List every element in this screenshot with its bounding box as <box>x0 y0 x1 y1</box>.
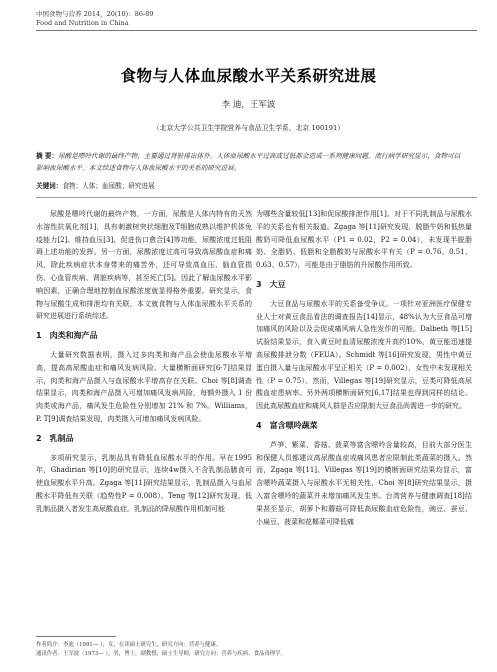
keywords-text: 食物；人体；血尿酸；研究进展 <box>62 182 155 190</box>
section-number: 4 <box>256 420 262 430</box>
keywords-label: 关键词： <box>36 182 63 190</box>
section-title: 肉类和海产品 <box>49 331 98 341</box>
journal-name-en: Food and Nutrition in China <box>36 19 129 27</box>
dairy-continuation-paragraph: 为哪些含量较低[13]和促尿酸排泄作用[1]。对于不同乳制品与尿酸水平的关系也有相关报道。Zgaga 等[11]研究发现，脱脂牛奶和低热量酸奶可降低血尿酸水平（P1 = 0.02，P2 = 0.04），未发现半脱脂奶、全脂奶、低脂和全脂酸奶与尿酸水平有关（P = 0.76、0.51、0.63、0.57），可能是由于脂肪的升尿酸作用所致。 <box>256 210 472 270</box>
journal-header <box>36 10 153 28</box>
footnote-author-bio: 作者简介：李迪（1991— ），女，在读硕士研究生，研究方向：营养与健康。 <box>36 642 222 648</box>
section-heading-purine-vegetables <box>256 420 472 433</box>
footnote-divider <box>36 636 116 637</box>
right-column <box>256 208 472 528</box>
affiliation: （北京大学公共卫生学院营养与食品卫生学系，北京 100191） <box>152 124 345 132</box>
section-heading-meat <box>36 330 252 343</box>
footnote <box>36 641 466 658</box>
authors: 李 迪，王军波 <box>221 100 276 110</box>
intro-paragraph: 尿酸是嘌呤代谢的最终产物，一方面，尿酸是人体内特有的天然水溶性抗氧化剂[1]，具有刺激树突状细胞及T细胞成熟以维护机体免疫能力[2]、维持血压[3]、促进伤口愈合[4]等功能，尿酸浓度过低阻碍上述功能的发挥。另一方面，尿酸浓度过高可导致高尿酸血症和痛风，除此疾病症状本身带来的痛苦外，还可导致高血压、脑血管损伤、心血管疾病、肾脏疾病等，甚至死亡[5]。因此了解血尿酸水平影响因素，正确合理地控制血尿酸浓度就显得格外重要。研究显示，食物与尿酸生成和排泄均有关联，本文就食物与人体血尿酸水平关系的研究进展进行系统综述。 <box>36 210 252 321</box>
section-title: 富含嘌呤蔬菜 <box>269 420 318 430</box>
abstract <box>36 150 466 174</box>
section-number: 2 <box>36 433 42 443</box>
article-title: 食物与人体血尿酸水平关系研究进展 <box>120 67 377 85</box>
section-heading-dairy <box>36 433 252 446</box>
section-number: 3 <box>256 279 262 289</box>
footnote-corresponding-author: 通讯作者：王军波（1973— ），男，博士，副教授，硕士生导师，研究方向：营养与疾病、食品毒理学。 <box>36 650 286 657</box>
abstract-label: 摘 要： <box>36 152 59 160</box>
left-column <box>36 208 252 516</box>
journal-citation: 中国食物与营养 2014，20(10)：86-89 <box>36 10 154 18</box>
section-paragraph-purine-vegetables: 芦笋、紫菜、香菇、菠菜等富含嘌呤含量较高，目前大部分医生和保健人员都建议高尿酸血症或痛风患者应限制此类蔬菜的摄入。然而，Zgaga 等[11]、Villegas 等[19]的横断面研究结果均显示，富含嘌呤蔬菜摄入与尿酸水平无相关性，Choi 等[8]研究结果显示，摄入富含嘌呤的蔬菜并未增加痛风发生率。台湾营养与健康调查[18]结果甚至显示，胡萝卜和蘑菇可降低高尿酸血症危险性，豌豆、蚕豆、小扁豆、菠菜和花椰菜可降低痛 <box>256 440 472 526</box>
abstract-text: 尿酸是嘌呤代谢的最终产物，主要通过肾脏排出体外。人体血尿酸水平过高或过低都会造成一系列健康问题。流行病学研究显示，食物可以影响血尿酸水平。本文综述食物与人体血尿酸水平的关系的研究进展。 <box>36 152 461 172</box>
section-paragraph-meat: 大量研究数据表明，摄入过多肉类和海产品会使血尿酸水平增高，提高高尿酸血症和痛风发病风险。大量横断面研究[6-7]结果显示，肉类和海产品摄入与血尿酸水平增高存在关联。Choi 等[8]调查结果显示，肉类和海产品摄入可增加痛风发病风险，每额外摄入 1 份肉类或海产品，痛风发生危险性分别增加 21% 和 7%。Williams，P. T[9]调查结果发现，肉类摄入可增加痛风发病风险。 <box>36 350 252 423</box>
abstract-divider <box>36 197 477 198</box>
section-number: 1 <box>36 331 42 341</box>
section-paragraph-dairy: 多项研究显示，乳制品具有降低血尿酸水平的作用。早在1995年，Ghadirian 等[10]的研究显示，连续4w摄入不含乳制品膳食可使血尿酸水平升高。Zgaga 等[11]研究结果显示，乳制品摄入与血尿酸水平降低有关联（趋势性P = 0.008）。Teng 等[12]研究发现，低乳制品摄入者发生高尿酸血症。乳制品的降尿酸作用机制可能 <box>36 453 252 513</box>
section-heading-soy <box>256 279 472 292</box>
section-paragraph-soy: 大豆食品与尿酸水平的关系备受争议。一项针对亚洲医疗保健专业人士对黄豆食品看法的调查报告[14]显示，48%认为大豆食品可增加痛风的风险以及会促成痛风病人急性发作的可能。Dalbeth 等[15]试验结果显示，食入黄豆时血清尿酸浓度升高约10%，黄豆能迅速提高尿酸排泄分数（FEUA）。Schmidt 等[16]研究发现，男性中黄豆蛋白摄入量与血尿酸水平呈正相关（P = 0.002），女性中未发现相关性（P = 0.75）。然而，Villegas 等[19]研究显示，豆类可降低高尿酸血症患病率。另外两项横断面研究[6,17]结果也得到同样的结论。因此高尿酸血症和痛风人群是否应限制大豆食品尚需进一步的研究。 <box>256 299 472 411</box>
header-divider <box>36 30 477 31</box>
keywords <box>36 180 466 192</box>
section-title: 乳制品 <box>49 433 74 443</box>
section-title: 大豆 <box>269 279 286 289</box>
